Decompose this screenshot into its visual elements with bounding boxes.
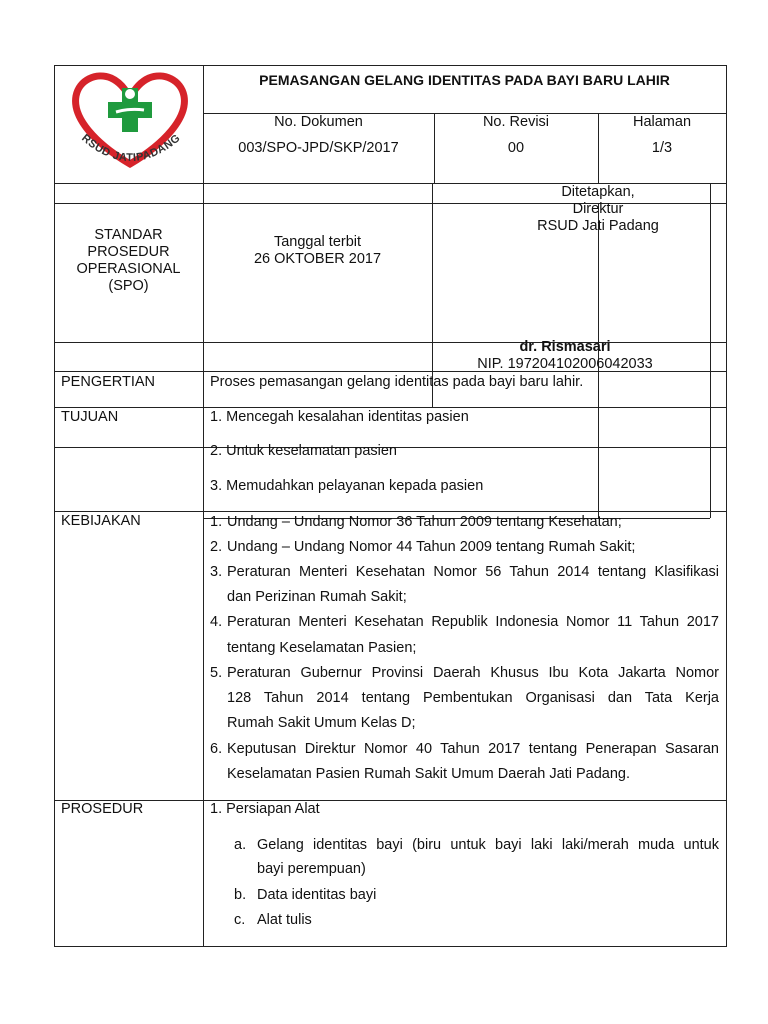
kebijakan-label: KEBIJAKAN: [61, 513, 141, 529]
prosedur-letter: c.: [234, 912, 246, 928]
prosedur-heading: 1. Persiapan Alat: [210, 801, 320, 817]
kebijakan-number: 4.: [210, 614, 223, 630]
prosedur-label: PROSEDUR: [61, 801, 144, 817]
kebijakan-text: Peraturan Gubernur Provinsi Daerah Khusus Ibu Kota Jakarta Nomor: [227, 665, 719, 681]
kebijakan-number: 6.: [210, 741, 223, 757]
kebijakan-text: 128 Tahun 2014 tentang Pembentukan Organisasi dan Tata Kerja: [227, 690, 719, 706]
issue-date-label: Tanggal terbit: [273, 234, 362, 250]
prosedur-letter: a.: [234, 837, 247, 853]
kebijakan-number: 1.: [210, 514, 223, 530]
kebijakan-text: Keselamatan Pasien Rumah Sakit Umum Daerah Jati Padang.: [227, 766, 630, 782]
approval-line2: Direktur: [572, 201, 624, 217]
document-title: PEMASANGAN GELANG IDENTITAS PADA BAYI BARU LAHIR: [259, 72, 670, 88]
spo-label-line3: OPERASIONAL: [76, 261, 181, 277]
prosedur-text: Alat tulis: [257, 912, 312, 928]
kebijakan-number: 5.: [210, 665, 223, 681]
spo-label-line2: PROSEDUR: [87, 244, 170, 260]
prosedur-letter: b.: [234, 887, 247, 903]
kebijakan-text: Undang – Undang Nomor 36 Tahun 2009 tentang Kesehatan;: [227, 514, 622, 530]
issue-date-value: 26 OKTOBER 2017: [253, 251, 382, 267]
signer-nip: NIP. 197204102006042033: [477, 356, 653, 372]
kebijakan-text: dan Perizinan Rumah Sakit;: [227, 589, 407, 605]
hospital-logo: [66, 66, 194, 182]
doc-number-value: 003/SPO-JPD/SKP/2017: [238, 140, 399, 156]
signer-name: dr. Rismasari: [519, 339, 611, 355]
logo-text: RSUD JATIPADANG: [79, 132, 183, 165]
prosedur-text: bayi perempuan): [257, 861, 366, 877]
page-value: 1/3: [651, 140, 673, 156]
page-label: Halaman: [632, 114, 692, 130]
prosedur-text: Data identitas bayi: [257, 887, 377, 903]
revision-value: 00: [507, 140, 525, 156]
kebijakan-number: 3.: [210, 564, 223, 580]
tujuan-item: 2. Untuk keselamatan pasien: [210, 443, 397, 459]
kebijakan-text: Peraturan Menteri Kesehatan Republik Indonesia Nomor 11 Tahun 2017: [227, 614, 719, 630]
approval-line1: Ditetapkan,: [561, 184, 635, 200]
spo-label-line1: STANDAR: [94, 227, 163, 243]
revision-label: No. Revisi: [482, 114, 550, 130]
pengertian-text: Proses pemasangan gelang identitas pada bayi baru lahir.: [210, 374, 584, 390]
kebijakan-text: Undang – Undang Nomor 44 Tahun 2009 tentang Rumah Sakit;: [227, 539, 636, 555]
kebijakan-number: 2.: [210, 539, 223, 555]
spo-label-line4: (SPO): [108, 278, 149, 294]
doc-number-label: No. Dokumen: [274, 114, 363, 130]
prosedur-text: Gelang identitas bayi (biru untuk bayi laki laki/merah muda untuk: [257, 837, 719, 853]
tujuan-label: TUJUAN: [61, 409, 119, 425]
tujuan-item: 1. Mencegah kesalahan identitas pasien: [210, 409, 469, 425]
approval-line3: RSUD Jati Padang: [537, 218, 659, 234]
tujuan-item: 3. Memudahkan pelayanan kepada pasien: [210, 478, 484, 494]
kebijakan-text: tentang Keselamatan Pasien;: [227, 640, 417, 656]
pengertian-label: PENGERTIAN: [61, 374, 156, 390]
kebijakan-text: Keputusan Direktur Nomor 40 Tahun 2017 tentang Penerapan Sasaran: [227, 741, 719, 757]
kebijakan-text: Rumah Sakit Umum Kelas D;: [227, 715, 416, 731]
kebijakan-text: Peraturan Menteri Kesehatan Nomor 56 Tahun 2014 tentang Klasifikasi: [227, 564, 719, 580]
logo-heart-cross-icon: [66, 66, 194, 182]
